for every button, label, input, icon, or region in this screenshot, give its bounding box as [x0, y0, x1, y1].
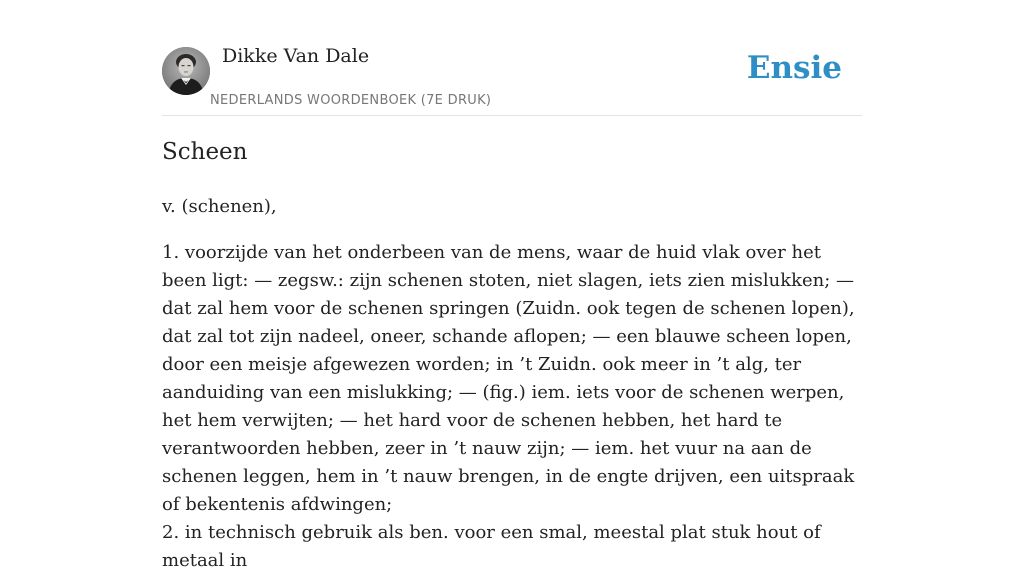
brand-logo[interactable]: Ensie	[746, 50, 842, 86]
author-name[interactable]: Dikke Van Dale	[222, 45, 370, 67]
author-avatar[interactable]	[162, 47, 210, 95]
definition-sense-2: 2. in technisch gebruik als ben. voor een smal, meestal plat stuk hout of metaal in	[162, 522, 821, 571]
source-title[interactable]: NEDERLANDS WOORDENBOEK (7E DRUK)	[210, 93, 492, 108]
entry-title: Scheen	[162, 139, 248, 165]
definition-body	[162, 239, 864, 575]
header	[162, 0, 862, 116]
portrait-photo-icon	[162, 47, 210, 95]
definition-sense-1: 1. voorzijde van het onderbeen van de mens, waar de huid vlak over het been ligt: — zegsw.: zijn schenen stoten, niet slagen, iets zien mislukken; — dat zal hem voor de schenen springen (Zuidn. ook tegen de schenen lopen), dat zal tot zijn nadeel, oneer, schande aflopen; — een blauwe scheen lopen, door een meisje afgewezen worden; in ’t Zuidn. ook meer in ’t alg, ter aanduiding van een mislukking; — (fig.) iem. iets voor de schenen werpen, het hem verwijten; — het hard voor de schenen hebben, het hard te verantwoorden hebben, zeer in ’t nauw zijn; — iem. het vuur na aan de schenen leggen, hem in ’t nauw brengen, in de engte drijven, een uitspraak of bekentenis afdwingen;	[162, 242, 855, 515]
page-container	[162, 0, 862, 571]
grammar-info: v. (schenen),	[162, 196, 277, 217]
